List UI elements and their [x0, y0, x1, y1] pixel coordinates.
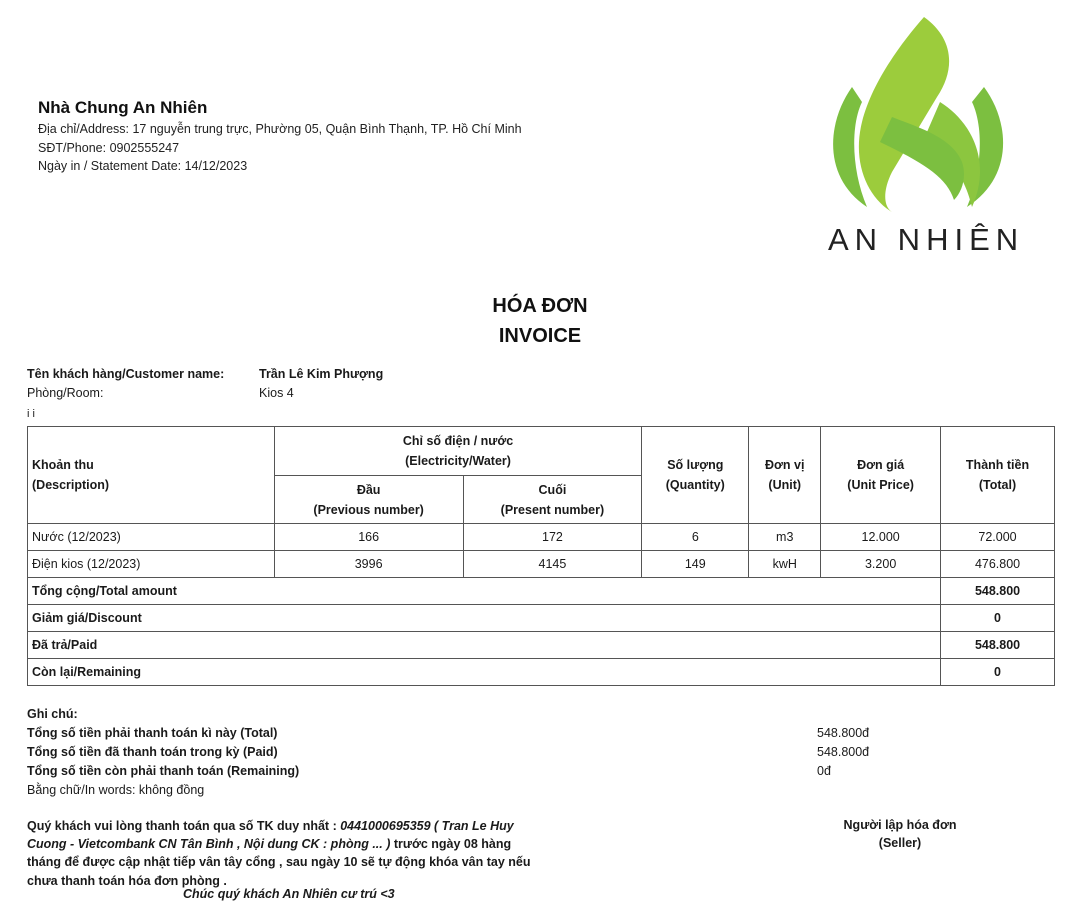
header-description: Khoản thu (Description) — [28, 427, 275, 524]
payment-rest: trước ngày 08 hàng tháng để được cập nhật tiếp vân tây cổng , sau ngày 10 sẽ tự động khóa vân tay nếu chưa thanh toán hóa đơn phòng . — [27, 837, 531, 888]
row-description: Nước (12/2023) — [28, 524, 275, 551]
invoice-table — [27, 426, 1055, 686]
row-total: 476.800 — [941, 551, 1055, 578]
customer-name-label: Tên khách hàng/Customer name: — [27, 367, 225, 381]
row-previous: 166 — [274, 524, 463, 551]
summary-row-total — [28, 578, 1055, 605]
row-quantity: 6 — [642, 524, 749, 551]
payment-intro: Quý khách vui lòng thanh toán qua số TK duy nhất : — [27, 819, 341, 833]
row-unit: m3 — [749, 524, 821, 551]
notes-heading: Ghi chú: — [27, 707, 78, 721]
summary-value: 548.800 — [941, 632, 1055, 659]
summary-label: Giảm giá/Discount — [28, 605, 941, 632]
in-words: Bằng chữ/In words: không đồng — [27, 783, 205, 797]
summary-label: Còn lại/Remaining — [28, 659, 941, 686]
room-label: Phòng/Room: — [27, 386, 104, 400]
note-remaining-value: 0đ — [817, 764, 831, 778]
note-total-value: 548.800đ — [817, 726, 870, 740]
company-address: Địa chỉ/Address: 17 nguyễn trung trực, Phường 05, Quận Bình Thạnh, TP. Hồ Chí Minh — [38, 122, 522, 136]
payment-account: 0441000695359 ( Tran Le Huy Cuong - Vietcombank CN Tân Bình , Nội dung CK : phòng ... ) — [27, 819, 514, 852]
row-unit-price: 3.200 — [821, 551, 941, 578]
statement-date: Ngày in / Statement Date: 14/12/2023 — [38, 159, 248, 173]
summary-label: Tổng cộng/Total amount — [28, 578, 941, 605]
row-present: 4145 — [463, 551, 642, 578]
note-paid-value: 548.800đ — [817, 745, 870, 759]
note-remaining-label: Tổng số tiền còn phải thanh toán (Remaining) — [27, 764, 300, 778]
summary-value: 0 — [941, 605, 1055, 632]
summary-row-remaining — [28, 659, 1055, 686]
note-total-label: Tổng số tiền phải thanh toán kì này (Total) — [27, 726, 278, 740]
payment-instructions — [27, 817, 547, 890]
row-unit-price: 12.000 — [821, 524, 941, 551]
header-quantity: Số lượng (Quantity) — [642, 427, 749, 524]
summary-value: 548.800 — [941, 578, 1055, 605]
row-present: 172 — [463, 524, 642, 551]
table-row — [28, 524, 1055, 551]
summary-label: Đã trả/Paid — [28, 632, 941, 659]
row-quantity: 149 — [642, 551, 749, 578]
seller-subtitle: (Seller) — [878, 836, 922, 850]
summary-value: 0 — [941, 659, 1055, 686]
seller-title: Người lập hóa đơn — [843, 818, 957, 832]
summary-row-paid — [28, 632, 1055, 659]
row-description: Điện kios (12/2023) — [28, 551, 275, 578]
header-unit: Đơn vị (Unit) — [749, 427, 821, 524]
header-total: Thành tiền (Total) — [941, 427, 1055, 524]
row-previous: 3996 — [274, 551, 463, 578]
note-paid-label: Tổng số tiền đã thanh toán trong kỳ (Paid) — [27, 745, 278, 759]
header-meter-group: Chỉ số điện / nước (Electricity/Water) — [274, 427, 642, 476]
row-total: 72.000 — [941, 524, 1055, 551]
logo-text: AN NHIÊN — [828, 222, 1025, 257]
header-previous: Đầu (Previous number) — [274, 476, 463, 524]
closing-wish: Chúc quý khách An Nhiên cư trú <3 — [183, 887, 395, 901]
invoice-title-vi: HÓA ĐƠN — [492, 295, 588, 317]
header-unit-price: Đơn giá (Unit Price) — [821, 427, 941, 524]
customer-name-value: Trần Lê Kim Phượng — [259, 367, 384, 381]
company-phone: SĐT/Phone: 0902555247 — [38, 141, 180, 155]
stray-text: i i — [27, 408, 35, 420]
room-value: Kios 4 — [259, 386, 294, 400]
header-present: Cuối (Present number) — [463, 476, 642, 524]
company-name: Nhà Chung An Nhiên — [38, 98, 208, 117]
table-row — [28, 551, 1055, 578]
invoice-title-en: INVOICE — [498, 325, 582, 347]
row-unit: kwH — [749, 551, 821, 578]
summary-row-discount — [28, 605, 1055, 632]
